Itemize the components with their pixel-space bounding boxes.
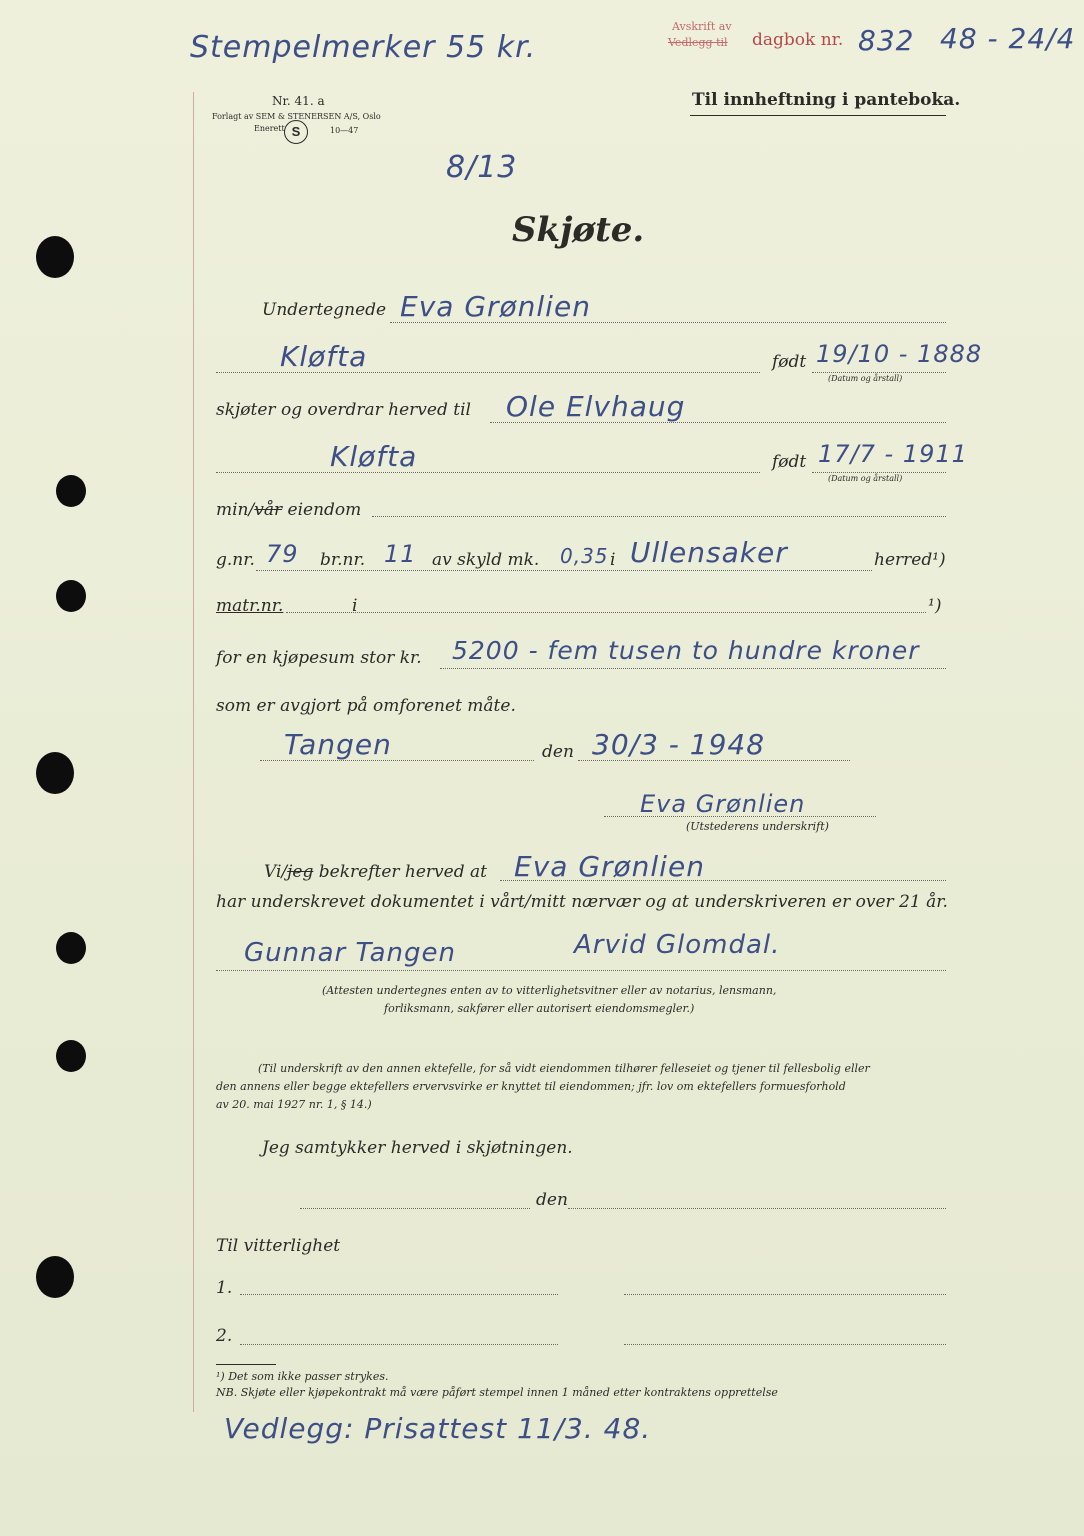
footnote-mark: ¹): [928, 596, 942, 616]
confirm-text: har underskrevet dokumentet i vårt/mitt nærvær og at underskriveren er over 21 år.: [216, 892, 948, 912]
buyer-name: Ole Elvhaug: [506, 390, 686, 423]
buyer-dob: 17/7 - 1911: [818, 440, 968, 468]
samtykke-text: Jeg samtykker herved i skjøtningen.: [262, 1138, 573, 1158]
publisher-seal: S: [284, 120, 308, 144]
spouse-note-1: (Til underskrift av den annen ektefelle, for så vidt eiendommen tilhører felleseiet og tjener til fellesbolig eller: [258, 1062, 870, 1075]
datum-label: (Datum og årstall): [828, 374, 903, 383]
spouse-note-3: av 20. mai 1927 nr. 1, § 14.): [216, 1098, 372, 1111]
kjopesum-label: for en kjøpesum stor kr.: [216, 648, 422, 668]
footnote-2: NB. Skjøte eller kjøpekontrakt må være påført stempel innen 1 måned etter kontraktens opprettelse: [216, 1386, 778, 1399]
vi-suffix: bekrefter herved at: [313, 862, 487, 882]
utsteder-label: (Utstederens underskrift): [686, 820, 829, 833]
dagbok-date: 48 - 24/4: [940, 22, 1076, 55]
stamp-note: Stempelmerker 55 kr.: [190, 30, 537, 65]
skyld-label: av skyld mk.: [432, 550, 540, 570]
place: Tangen: [284, 728, 392, 761]
sign-date: 30/3 - 1948: [592, 728, 766, 761]
document-title: Skjøte.: [512, 210, 645, 250]
vi-label: [264, 862, 487, 882]
punch-hole: [56, 475, 86, 507]
punch-hole: [36, 236, 74, 278]
matr-i: i: [352, 596, 358, 616]
attest-note-1: (Attesten undertegnes enten av to vitterlighetsvitner eller av notarius, lensmann,: [322, 984, 777, 997]
punch-hole: [56, 932, 86, 964]
gnr-value: 79: [266, 540, 299, 568]
avgjort-label: som er avgjort på omforenet måte.: [216, 696, 516, 716]
right-heading-underline: [690, 115, 946, 116]
witness-2-signature: Arvid Glomdal.: [574, 930, 781, 960]
spouse-note-2: den annens eller begge ektefellers ervervsvirke er knyttet til eiendommen; jfr. lov om ektefellers formuesforhold: [216, 1080, 846, 1093]
buyer-place: Kløfta: [330, 440, 418, 473]
herred-label: herred¹): [874, 550, 946, 570]
vi-prefix: Vi/: [264, 862, 288, 882]
seller-name: Eva Grønlien: [400, 290, 591, 323]
herred-value: Ullensaker: [630, 536, 788, 569]
dagbok-label: dagbok nr.: [752, 30, 844, 50]
brnr-label: br.nr.: [320, 550, 366, 570]
punch-hole: [36, 752, 74, 794]
fraction-note: 8/13: [446, 150, 518, 185]
footnote-rule: [216, 1364, 276, 1365]
den-label: den: [542, 742, 574, 762]
gnr-label: g.nr.: [216, 550, 255, 570]
witness-1-signature: Gunnar Tangen: [244, 938, 457, 968]
fodt-label-2: født: [772, 452, 807, 472]
publisher-line: Forlagt av SEM & STENERSEN A/S, Oslo: [212, 112, 381, 121]
red-stamp-line-1: Avskrift av: [672, 20, 732, 33]
vi-struck: jeg: [287, 862, 314, 882]
attachment-note: Vedlegg: Prisattest 11/3. 48.: [224, 1412, 652, 1445]
seller-place: Kløfta: [280, 340, 368, 373]
attest-note-2: forliksmann, sakfører eller autorisert eiendomsmegler.): [384, 1002, 695, 1015]
den-label-2: den: [536, 1190, 568, 1210]
punch-hole: [56, 1040, 86, 1072]
eiendom-prefix: min/: [216, 500, 255, 520]
fodt-label: født: [772, 352, 807, 372]
kjopesum-value: 5200 - fem tusen to hundre kroner: [452, 636, 920, 665]
seller-dob: 19/10 - 1888: [816, 340, 983, 368]
right-heading: Til innheftning i panteboka.: [692, 90, 961, 110]
datum-label-2: (Datum og årstall): [828, 474, 903, 483]
margin-line: [193, 92, 194, 1412]
confirmed-name: Eva Grønlien: [514, 850, 705, 883]
footnote-1: ¹) Det som ikke passer strykes.: [216, 1370, 389, 1383]
i-label: i: [610, 550, 616, 570]
witness-number-1: 1.: [216, 1278, 233, 1298]
punch-hole: [56, 580, 86, 612]
skjoter-label: skjøter og overdrar herved til: [216, 400, 471, 420]
publisher-enerett: Enerett: [254, 124, 285, 133]
eiendom-suffix: eiendom: [282, 500, 362, 520]
eiendom-struck: vår: [254, 500, 283, 520]
skyld-value: 0,35: [560, 544, 609, 568]
form-number: Nr. 41. a: [272, 94, 325, 108]
publisher-date: 10—47: [330, 126, 359, 135]
undertegnede-label: Undertegnede: [262, 300, 387, 320]
red-stamp-line-2: Vedlegg til: [668, 36, 728, 49]
eiendom-label: [216, 500, 361, 520]
seller-signature: Eva Grønlien: [640, 790, 806, 818]
witness-number-2: 2.: [216, 1326, 233, 1346]
dagbok-number: 832: [858, 24, 915, 57]
punch-hole: [36, 1256, 74, 1298]
vitterlighet-label: Til vitterlighet: [216, 1236, 341, 1256]
matr-label: matr.nr.: [216, 596, 284, 616]
brnr-value: 11: [384, 540, 417, 568]
